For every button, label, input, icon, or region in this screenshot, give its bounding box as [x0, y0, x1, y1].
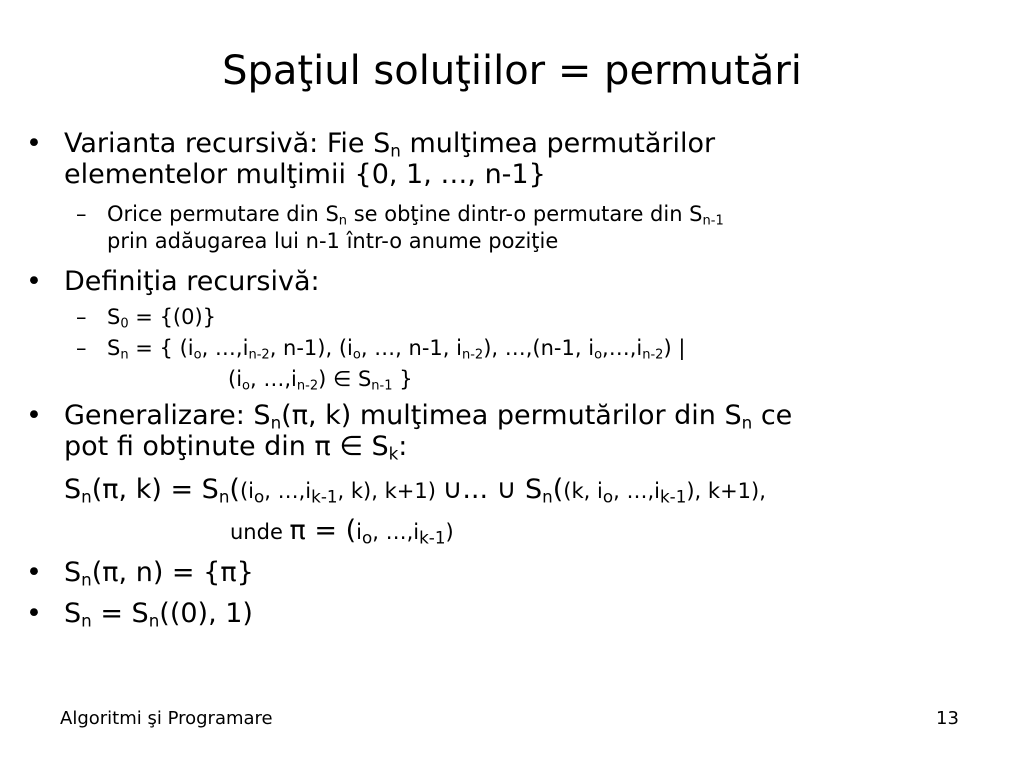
bullet-text-line2 — [64, 431, 407, 462]
formula-segment: Generalizare: S — [64, 400, 271, 431]
formula-segment: S — [64, 474, 82, 505]
formula-segment: n-2 — [461, 347, 484, 363]
formula-segment: ce — [752, 400, 793, 431]
formula-segment: , …,i — [372, 520, 420, 544]
footer-course-name: Algoritmi şi Programare — [60, 708, 273, 729]
formula-segment: } — [392, 367, 413, 391]
formula-segment: , …,i — [613, 479, 660, 503]
formula-segment: (k, i — [563, 479, 603, 503]
formula-segment: k-1 — [311, 486, 338, 507]
formula-segment: , …,i — [250, 367, 297, 391]
formula-segment: n-2 — [248, 347, 270, 363]
bullet-dot: • — [26, 266, 42, 297]
formula-segment: n — [148, 610, 160, 631]
formula-segment: o — [361, 527, 373, 548]
generalization-where — [230, 515, 454, 548]
formula-segment: n — [81, 610, 92, 631]
formula-segment: n — [542, 486, 553, 507]
formula-segment: ) | — [663, 336, 686, 360]
formula-segment: = { (i — [128, 336, 194, 360]
formula-segment: n-2 — [642, 347, 664, 363]
formula-segment: , n-1), (i — [269, 336, 353, 360]
formula-segment: ((0), 1) — [159, 598, 253, 629]
bullet-text-line2: elementelor mulţimii {0, 1, …, n-1} — [64, 159, 546, 190]
subbullet-dash: – — [76, 305, 87, 329]
formula-segment: i — [356, 520, 362, 544]
formula-segment: ) ∈ S — [318, 367, 372, 391]
formula-segment: k-1 — [659, 486, 687, 507]
formula-segment: ( — [552, 474, 564, 505]
formula-segment: (π, k) mulţimea permutărilor din S — [281, 400, 742, 431]
subbullet-text: Orice permutare din $S_n$ se obţine dintr-o permutare din $S_{n-1}$ — [107, 202, 724, 229]
formula-segment: n — [741, 412, 753, 433]
formula-segment: (π, n) = {π} — [91, 557, 254, 588]
formula-segment: unde — [230, 520, 290, 544]
subbullet-text: $S_0 = \{(0)\}$ — [107, 305, 217, 332]
formula-segment: = S — [91, 598, 149, 629]
formula-segment: o — [242, 378, 250, 394]
formula-segment: o — [193, 347, 202, 363]
subbullet-text-line2: prin adăugarea lui n-1 într-o anume poziţie — [107, 229, 559, 253]
bullet-dot: • — [26, 598, 42, 629]
formula-segment: pot fi obţinute din π ∈ S — [64, 431, 389, 462]
formula-segment: ) — [445, 520, 454, 544]
formula-segment: (i — [228, 367, 243, 391]
formula-segment: S — [64, 557, 82, 588]
bullet-text: Varianta recursivă: Fie $S_n$ mulţimea permutărilor — [64, 128, 716, 161]
bullet-text: Definiţia recursivă: — [64, 266, 320, 297]
subbullet-formula-line2 — [228, 367, 413, 392]
formula-segment: (π, k) = S — [91, 474, 219, 505]
formula-segment: ∪... ∪ S — [442, 474, 543, 505]
formula-segment: n — [120, 347, 129, 363]
bullet-dot: • — [26, 557, 42, 588]
formula-segment: o — [602, 486, 614, 507]
bullet-text — [64, 400, 792, 431]
formula-segment: , …,i — [264, 479, 312, 503]
subbullet-dash: – — [76, 202, 87, 226]
formula-segment: o — [254, 486, 265, 507]
formula-segment: : — [398, 431, 408, 462]
formula-segment: n-2 — [296, 378, 319, 394]
formula-segment: k — [388, 443, 399, 464]
formula-segment: , …, n-1, i — [360, 336, 462, 360]
formula-segment: o — [352, 347, 361, 363]
formula-segment: ,…,i — [602, 336, 643, 360]
formula-segment: n-1 — [371, 378, 393, 394]
formula-segment: n — [81, 486, 92, 507]
formula-segment: (i — [239, 479, 254, 503]
formula-segment: π = ( — [289, 515, 357, 546]
formula-segment: ), …,(n-1, i — [483, 336, 595, 360]
formula-segment: n — [270, 412, 282, 433]
formula-segment: ( — [229, 474, 240, 505]
page-number: 13 — [936, 708, 959, 729]
formula-segment: n — [218, 486, 230, 507]
bullet-text — [64, 557, 254, 588]
formula-segment: ), k+1), — [686, 479, 766, 503]
formula-segment: k-1 — [419, 527, 446, 548]
formula-segment: S — [64, 598, 82, 629]
bullet-dot: • — [26, 400, 42, 431]
formula-segment: , …,i — [201, 336, 249, 360]
bullet-dot: • — [26, 128, 42, 159]
formula-segment: S — [107, 336, 121, 360]
subbullet-dash: – — [76, 336, 87, 360]
generalization-formula — [64, 474, 766, 507]
formula-segment: , k), k+1) — [337, 479, 443, 503]
bullet-text — [64, 598, 253, 629]
subbullet-formula-line1 — [107, 336, 685, 361]
slide-title: Spaţiul soluţiilor = permutări — [222, 48, 802, 94]
formula-segment: n — [81, 569, 92, 590]
formula-segment: o — [594, 347, 603, 363]
